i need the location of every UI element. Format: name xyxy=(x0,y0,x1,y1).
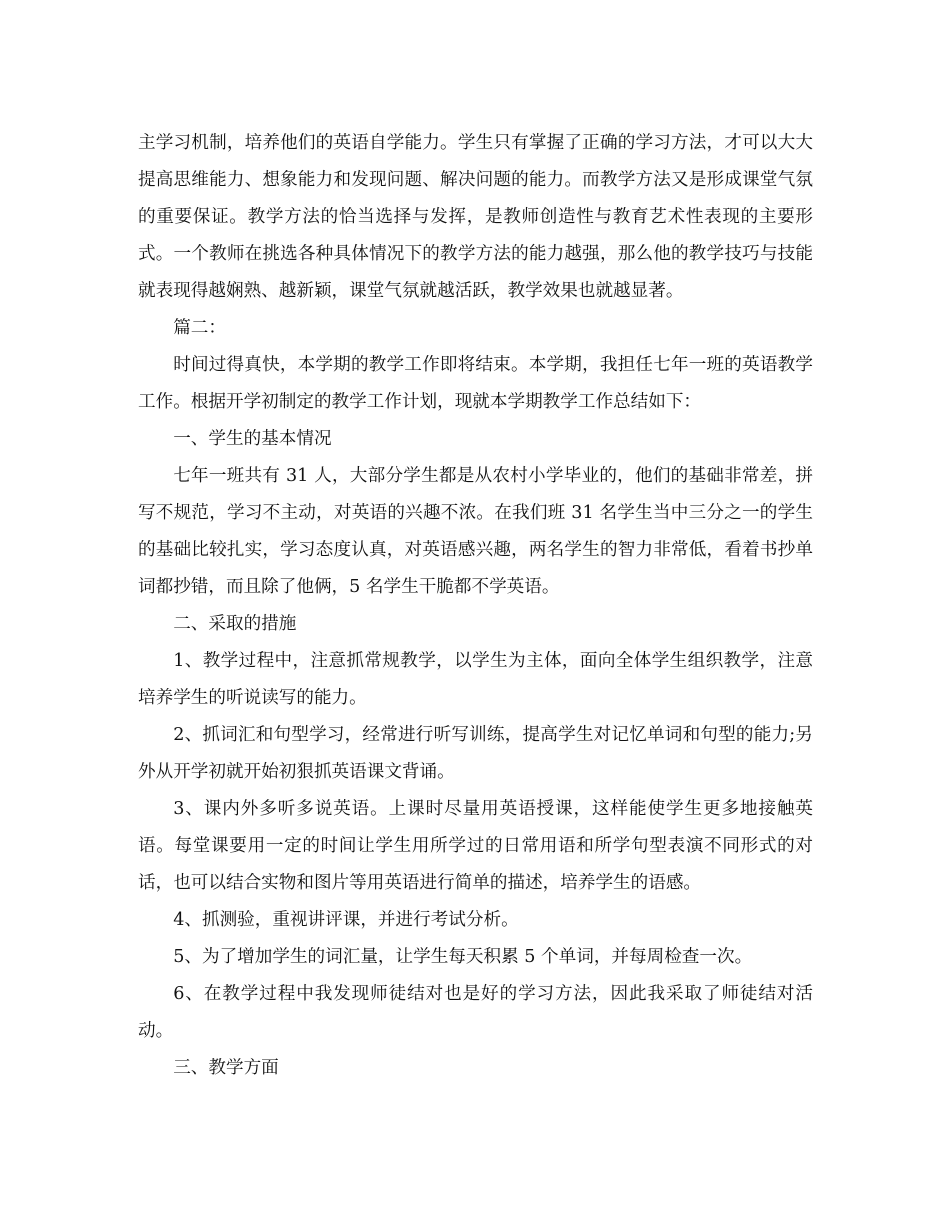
section-heading-measures: 二、采取的措施 xyxy=(173,614,297,634)
paragraph-student-situation: 七年一班共有 31 人，大部分学生都是从农村小学毕业的，他们的基础非常差，拼写不规范，学习不主动，对英语的兴趣不浓。在我们班 31 名学生当中三分之一的学生的基础比较扎实，学习态度认真，对英语感兴趣，两名学生的智力非常低，看着书抄单词都抄错，而且除了他俩，5 名学生干脆都不学英语。 xyxy=(138,466,813,597)
paragraph-measure-3: 3、课内外多听多说英语。上课时尽量用英语授课，这样能使学生更多地接触英语。每堂课要用一定的时间让学生用所学过的日常用语和所学句型表演不同形式的对话，也可以结合实物和图片等用英语进行简单的描述，培养学生的语感。 xyxy=(138,799,813,893)
document-page xyxy=(138,125,813,1087)
section-heading-teaching: 三、教学方面 xyxy=(173,1058,279,1078)
section-heading-part-two: 篇二： xyxy=(173,318,226,338)
paragraph-intro: 时间过得真快，本学期的教学工作即将结束。本学期，我担任七年一班的英语教学工作。根据开学初制定的教学工作计划，现就本学期教学工作总结如下： xyxy=(138,355,813,412)
paragraph-measure-1: 1、教学过程中，注意抓常规教学，以学生为主体，面向全体学生组织教学，注意培养学生的听说读写的能力。 xyxy=(138,651,813,708)
paragraph-measure-5: 5、为了增加学生的词汇量，让学生每天积累 5 个单词，并每周检查一次。 xyxy=(173,947,753,967)
paragraph-measure-4: 4、抓测验，重视讲评课，并进行考试分析。 xyxy=(173,910,519,930)
paragraph-measure-6: 6、在教学过程中我发现师徒结对也是好的学习方法，因此我采取了师徒结对活动。 xyxy=(138,984,813,1041)
paragraph-continuation: 主学习机制，培养他们的英语自学能力。学生只有掌握了正确的学习方法，才可以大大提高思维能力、想象能力和发现问题、解决问题的能力。而教学方法又是形成课堂气氛的重要保证。教学方法的恰当选择与发挥，是教师创造性与教育艺术性表现的主要形式。一个教师在挑选各种具体情况下的教学方法的能力越强，那么他的教学技巧与技能就表现得越娴熟、越新颖，课堂气氛就越活跃，教学效果也就越显著。 xyxy=(138,133,813,301)
paragraph-measure-2: 2、抓词汇和句型学习，经常进行听写训练，提高学生对记忆单词和句型的能力;另外从开学初就开始初狠抓英语课文背诵。 xyxy=(138,725,813,782)
section-heading-student-situation: 一、学生的基本情况 xyxy=(173,429,332,449)
